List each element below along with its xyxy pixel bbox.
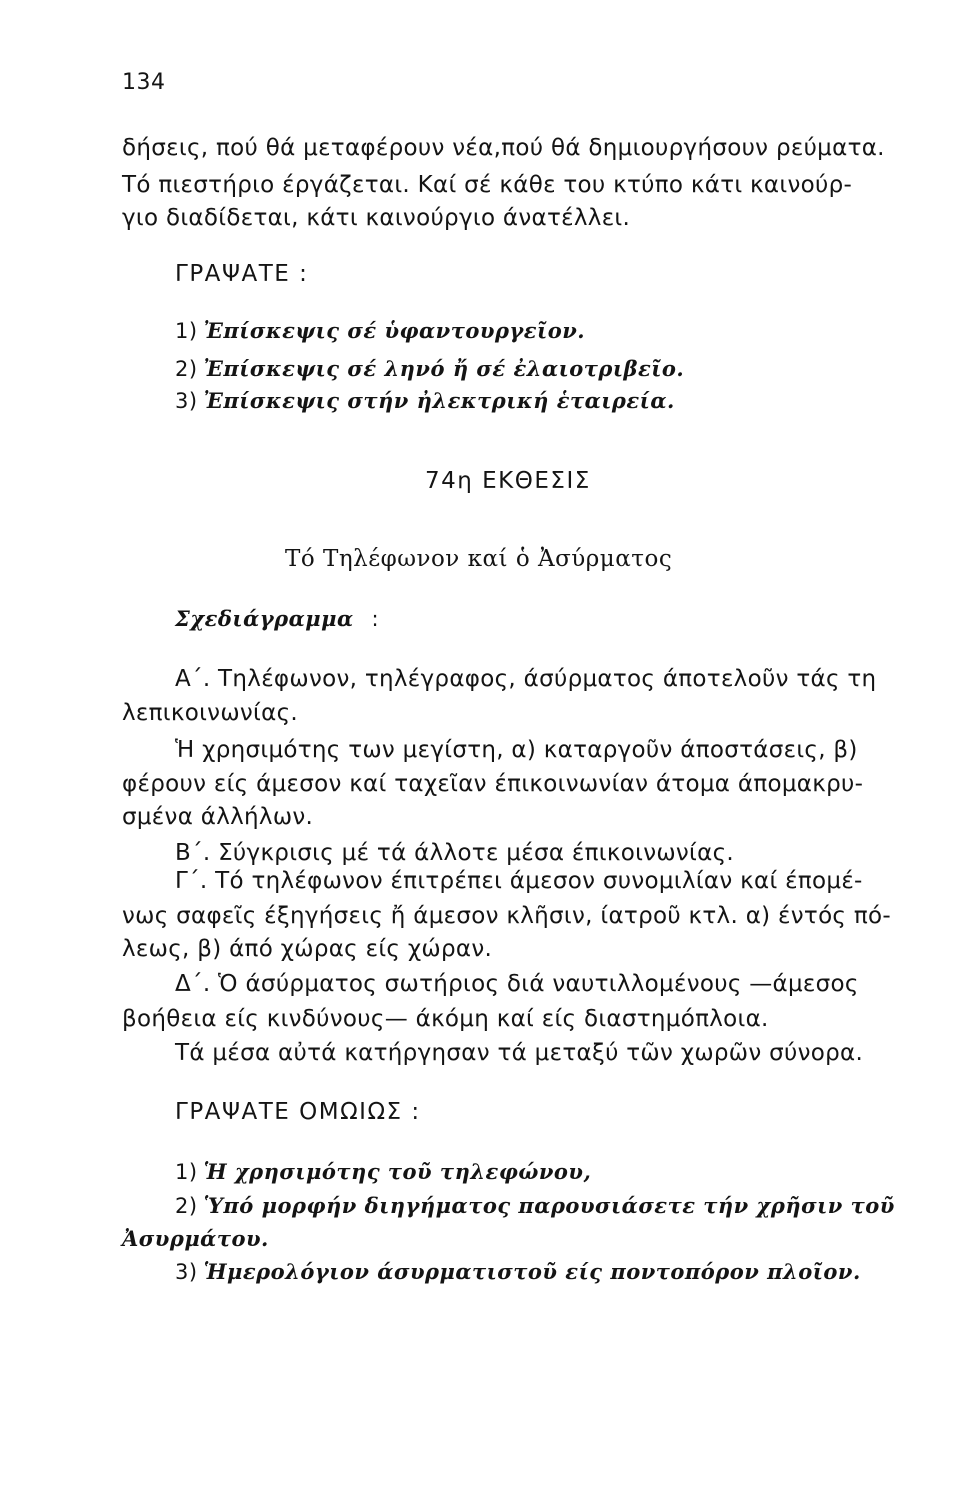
intro-line-2: Τό πιεστήριο έργάζεται. Καί σέ κάθε του κτύπο κάτι καινούρ- bbox=[122, 172, 853, 198]
page-number: 134 bbox=[122, 70, 166, 95]
intro-line-3: γιο διαδίδεται, κάτι καινούργιο άνατέλλει. bbox=[122, 205, 631, 231]
outline-line-4: φέρουν είς άμεσον καί ταχεῖαν έπικοινωνίαν άτομα άπομακρυ- bbox=[122, 771, 864, 797]
write-item-2-number: 2) bbox=[175, 357, 198, 381]
similar-item-1-text: Ἡ χρησιμότης τοῦ τηλεφώνου, bbox=[203, 1159, 592, 1184]
outline-line-12: Τά μέσα αὐτά κατήργησαν τά μεταξύ τῶν χωρῶν σύνορα. bbox=[175, 1040, 864, 1066]
outline-line-8: νως σαφεῖς έξηγήσεις ἤ άμεσον κλῆσιν, ίατροῦ κτλ. α) έντός πό- bbox=[122, 903, 891, 929]
outline-line-6: Β΄. Σύγκρισις μέ τά άλλοτε μέσα έπικοινωνίας. bbox=[175, 840, 734, 866]
outline-label-line bbox=[175, 604, 385, 634]
outline-label: Σχεδιάγραμμα bbox=[175, 606, 354, 631]
similar-item-2-text: Ὑπό μορφήν διηγήματος παρουσιάσετε τήν χρῆσιν τοῦ bbox=[203, 1193, 895, 1218]
write-item-1 bbox=[175, 316, 585, 346]
similar-item-2-number: 2) bbox=[175, 1194, 198, 1218]
outline-line-1: Α΄. Τηλέφωνον, τηλέγραφος, άσύρματος άποτελοῦν τάς τη bbox=[175, 666, 877, 692]
write-similarly-heading: ΓΡΑΨΑΤΕ ΟΜΩΙΩΣ : bbox=[175, 1099, 421, 1125]
similar-item-1 bbox=[175, 1157, 591, 1187]
similar-item-3-number: 3) bbox=[175, 1260, 198, 1284]
similar-item-2 bbox=[175, 1191, 895, 1221]
write-item-3 bbox=[175, 386, 675, 416]
write-item-2-text: Ἐπίσκεψις σέ ληνό ἤ σέ ἐλαιοτριβεῖο. bbox=[203, 356, 685, 381]
intro-line-1: δήσεις, πού θά μεταφέρουν νέα,πού θά δημιουργήσουν ρεύματα. bbox=[122, 135, 885, 161]
outline-line-11: βοήθεια είς κινδύνους— άκόμη καί είς διαστημόπλοια. bbox=[122, 1006, 769, 1032]
essay-title: Τό Τηλέφωνον καί ὁ Ἀσύρματος bbox=[285, 546, 673, 572]
write-item-1-number: 1) bbox=[175, 319, 198, 343]
essay-number-heading: 74η ΕΚΘΕΣΙΣ bbox=[425, 468, 591, 494]
similar-item-1-number: 1) bbox=[175, 1160, 198, 1184]
outline-line-9: λεως, β) άπό χώρας είς χώραν. bbox=[122, 936, 493, 962]
outline-line-5: σμένα άλλήλων. bbox=[122, 804, 314, 830]
similar-item-2-continuation: Ἀσυρμάτου. bbox=[122, 1226, 269, 1251]
outline-line-3: Ἡ χρησιμότης των μεγίστη, α) καταργοῦν άποστάσεις, β) bbox=[175, 737, 858, 763]
write-heading: ΓΡΑΨΑΤΕ : bbox=[175, 261, 309, 287]
write-item-2 bbox=[175, 354, 684, 384]
outline-colon: : bbox=[371, 607, 380, 631]
similar-item-3 bbox=[175, 1257, 861, 1287]
similar-item-3-text: Ἡμερολόγιον άσυρματιστοῦ είς ποντοπόρον πλοῖον. bbox=[203, 1259, 861, 1284]
write-item-3-text: Ἐπίσκεψις στήν ἠλεκτρική ἑταιρεία. bbox=[203, 388, 675, 413]
write-item-3-number: 3) bbox=[175, 389, 198, 413]
outline-line-2: λεπικοινωνίας. bbox=[122, 700, 298, 726]
write-item-1-text: Ἐπίσκεψις σέ ὑφαντουργεῖον. bbox=[203, 318, 586, 343]
outline-line-7: Γ΄. Τό τηλέφωνον έπιτρέπει άμεσον συνομιλίαν καί έπομέ- bbox=[175, 868, 863, 894]
outline-line-10: Δ΄. Ὁ άσύρματος σωτήριος διά ναυτιλλομένους —άμεσος bbox=[175, 971, 859, 997]
